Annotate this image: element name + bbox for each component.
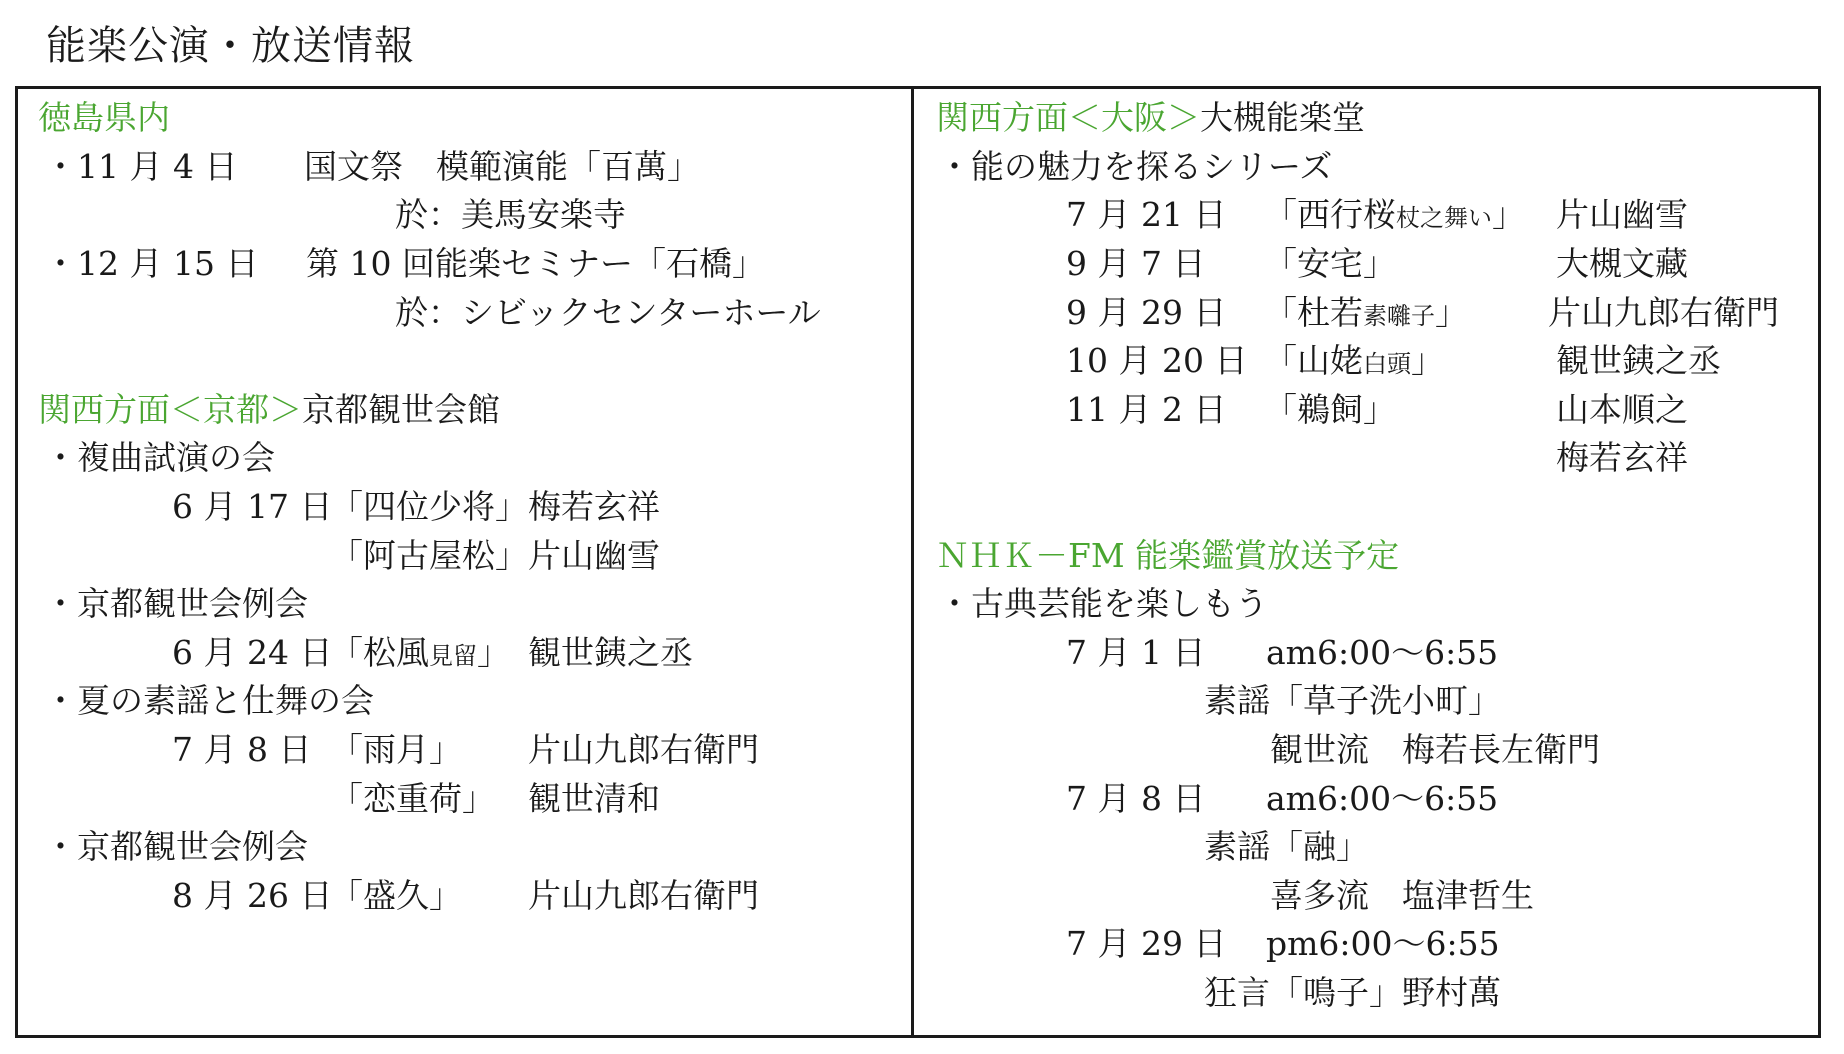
play-title: 「四位少将」 [330,487,528,526]
broadcast-time: pm6:00～6:55 [1266,924,1500,963]
play-title: 「雨月」 [330,730,462,769]
osaka-region-label: 関西方面＜大阪＞ [936,98,1200,137]
broadcast-date: 7 月 1 日 [1066,633,1206,672]
broadcast-time: am6:00～6:55 [1266,779,1499,818]
play-variant: 白頭 [1363,350,1411,378]
osaka-heading [936,94,1365,142]
broadcast-date: 7 月 29 日 [1066,924,1227,963]
play-title-text: 「山姥 [1264,341,1363,380]
kyoto-heading [38,386,500,434]
kyoto-venue-label: 京都観世会館 [302,390,500,429]
performer-name: 片山九郎右衛門 [1548,293,1779,332]
play-title-close: 」 [1411,341,1444,380]
performer-name: 山本順之 [1556,390,1688,429]
broadcast-piece: 素謡「融」 [1204,827,1369,866]
event-title: 国文祭 模範演能「百萬」 [304,147,700,186]
performance-date: 11 月 2 日 [1066,390,1227,429]
performance-date: 8 月 26 日 [172,876,333,915]
performer-name: 片山幽雪 [528,536,660,575]
play-variant: 杖之舞い [1396,204,1492,232]
play-title [1264,191,1525,242]
event-date: ・12 月 15 日 [44,244,259,283]
performer-name: 片山幽雪 [1556,195,1688,234]
column-divider [911,86,914,1038]
performance-date: 6 月 24 日 [172,633,333,672]
kyoto-region-label: 関西方面＜京都＞ [38,390,302,429]
event-venue: 於：シビックセンターホール [395,293,821,332]
performer-name: 片山九郎右衛門 [528,876,759,915]
play-title: 「阿古屋松」 [330,536,528,575]
performance-date: 9 月 29 日 [1066,293,1227,332]
performer-name: 観世銕之丞 [1556,341,1721,380]
play-title: 「鵜飼」 [1264,390,1396,429]
play-title-text: 「西行桜 [1264,195,1396,234]
performance-date: 6 月 17 日 [172,487,333,526]
play-title: 「恋重荷」 [330,779,495,818]
play-variant: 素囃子 [1363,302,1435,330]
series-name: ・複曲試演の会 [44,438,275,477]
play-title-close: 」 [1435,293,1468,332]
broadcast-performer: 観世流 梅若長左衛門 [1270,730,1600,769]
series-name: ・京都観世会例会 [44,827,308,866]
play-title [330,629,510,680]
play-title: 「安宅」 [1264,244,1396,283]
series-name: ・夏の素謡と仕舞の会 [44,681,374,720]
page-title: 能楽公演・放送情報 [46,23,415,69]
broadcast-piece: 素謡「草子洗小町」 [1204,681,1501,720]
performer-name: 観世清和 [528,779,660,818]
performer-name: 観世銕之丞 [528,633,693,672]
play-title-text: 「松風 [330,633,429,672]
play-variant: 見留 [429,642,477,670]
play-title-close: 」 [1492,195,1525,234]
play-title [1264,337,1444,388]
play-title: 「盛久」 [330,876,462,915]
event-title: 第 10 回能楽セミナー「石橋」 [306,244,765,283]
nhk-heading: ＮＨＫ－FM 能楽鑑賞放送予定 [936,536,1400,575]
play-title [1264,289,1468,340]
series-name: ・能の魅力を探るシリーズ [938,147,1333,186]
performer-name: 片山九郎右衛門 [528,730,759,769]
tokushima-heading: 徳島県内 [38,98,170,137]
program-name: ・古典芸能を楽しもう [938,584,1268,623]
broadcast-performer: 喜多流 塩津哲生 [1270,876,1534,915]
osaka-venue-label: 大槻能楽堂 [1200,98,1365,137]
event-venue: 於：美馬安楽寺 [395,195,626,234]
performance-date: 7 月 21 日 [1066,195,1227,234]
performer-name: 梅若玄祥 [1556,438,1688,477]
performance-date: 10 月 20 日 [1066,341,1248,380]
event-date: ・11 月 4 日 [44,147,238,186]
play-title-text: 「杜若 [1264,293,1363,332]
broadcast-time: am6:00～6:55 [1266,633,1499,672]
broadcast-date: 7 月 8 日 [1066,779,1206,818]
performance-date: 7 月 8 日 [172,730,312,769]
broadcast-piece: 狂言「鳴子」野村萬 [1204,973,1501,1012]
performer-name: 梅若玄祥 [528,487,660,526]
performance-date: 9 月 7 日 [1066,244,1206,283]
performer-name: 大槻文藏 [1556,244,1688,283]
play-title-close: 」 [477,633,510,672]
series-name: ・京都観世会例会 [44,584,308,623]
